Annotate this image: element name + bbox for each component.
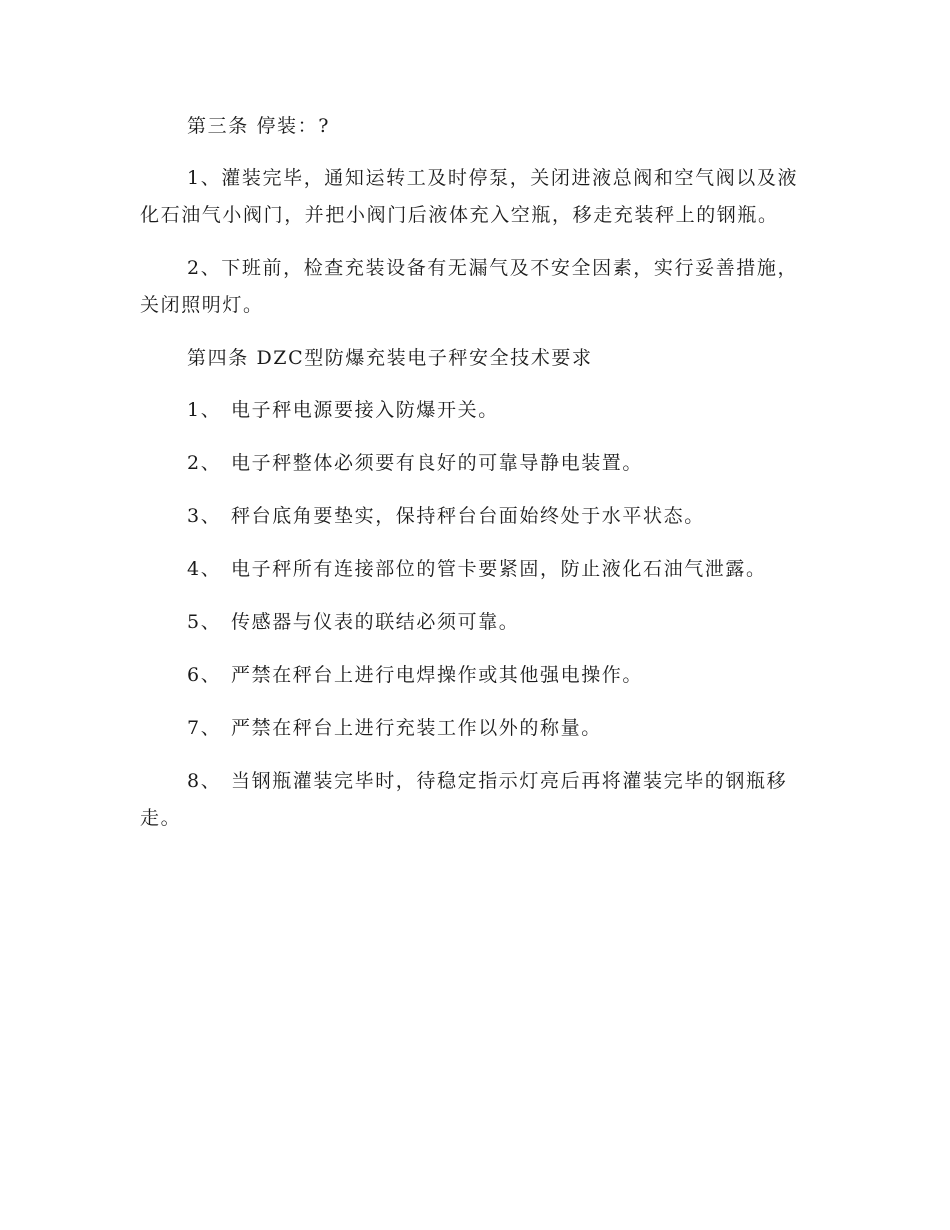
item-number: 4、 — [187, 558, 222, 580]
item-text: 当钢瓶灌装完毕时，待稳定指示灯亮后再将灌装完毕的钢瓶移走。 — [140, 770, 788, 829]
item-text: 秤台底角要垫实，保持秤台台面始终处于水平状态。 — [231, 505, 705, 527]
item-text: 电子秤整体必须要有良好的可靠导静电装置。 — [231, 452, 644, 474]
section-4-item-2 — [140, 445, 810, 482]
document-body — [140, 108, 810, 853]
item-text: 严禁在秤台上进行充装工作以外的称量。 — [231, 717, 602, 739]
item-text: 传感器与仪表的联结必须可靠。 — [231, 611, 520, 633]
item-text: 电子秤电源要接入防爆开关。 — [231, 399, 499, 421]
section-4-item-7 — [140, 710, 810, 747]
section-4-title: 第四条 DZC型防爆充装电子秤安全技术要求 — [187, 347, 593, 369]
item-number: 5、 — [187, 611, 222, 633]
item-text: 严禁在秤台上进行电焊操作或其他强电操作。 — [231, 664, 644, 686]
item-number: 1、 — [187, 399, 222, 421]
section-4-item-1 — [140, 392, 810, 429]
section-4-item-4 — [140, 551, 810, 588]
item-number: 7、 — [187, 717, 222, 739]
item-text: 电子秤所有连接部位的管卡要紧固，防止液化石油气泄露。 — [231, 558, 767, 580]
section-4-item-5 — [140, 604, 810, 641]
section-3-title: 第三条 停装：? — [187, 115, 331, 137]
section-3-item-2: 2、下班前，检查充装设备有无漏气及不安全因素，实行妥善措施，关闭照明灯。 — [140, 257, 799, 316]
section-4-item-6 — [140, 657, 810, 694]
section-3-item-1: 1、灌装完毕，通知运转工及时停泵，关闭进液总阀和空气阀以及液化石油气小阀门，并把小阀门后液体充入空瓶，移走充装秤上的钢瓶。 — [140, 167, 799, 226]
item-number: 6、 — [187, 664, 222, 686]
section-4-item-8 — [140, 763, 810, 837]
item-number: 3、 — [187, 505, 222, 527]
section-4-item-3 — [140, 498, 810, 535]
item-number: 2、 — [187, 452, 222, 474]
item-number: 8、 — [187, 770, 222, 792]
